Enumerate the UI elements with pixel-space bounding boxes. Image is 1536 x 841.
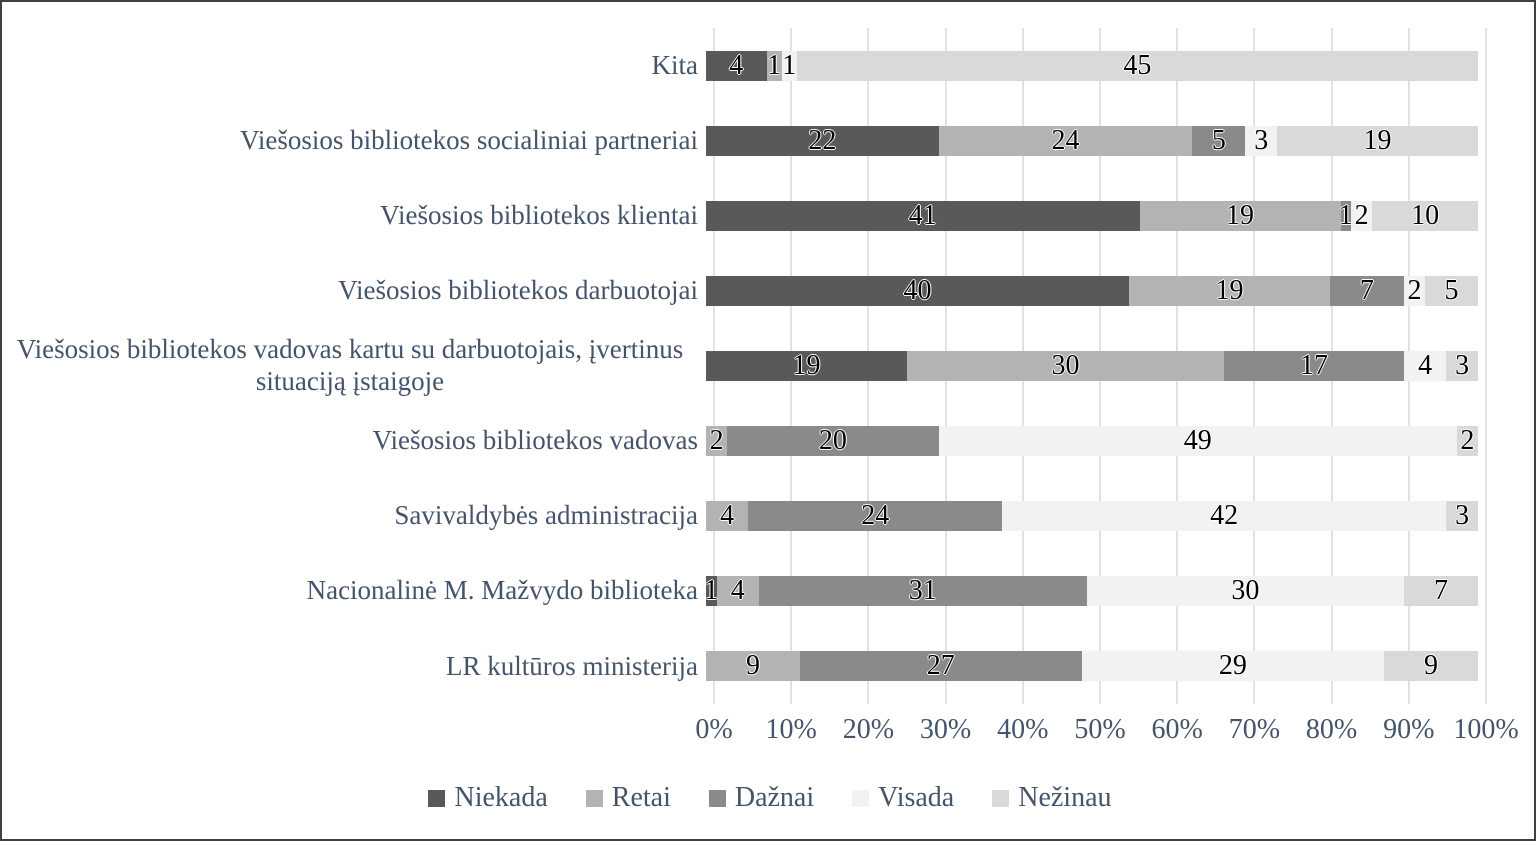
bar-segment-nežinau [1446,351,1478,381]
bar-segment-dažnai [1338,199,1353,231]
bar-segment-retai [907,351,1224,381]
legend-swatch-icon [709,790,726,807]
bar-segment-niekada [706,201,1140,231]
bar-segment-nežinau [797,51,1478,81]
bar-track [706,276,1478,306]
x-axis-tick-label: 40% [997,714,1049,745]
category-label [2,425,706,457]
segment-value-label: 4 [730,575,745,607]
segment-value-label: 45 [1123,49,1152,81]
chart-row [2,178,1536,253]
x-axis-tick-label: 20% [842,714,895,745]
segment-value-label: 30 [1231,575,1260,607]
chart-row [2,328,1536,403]
category-label-text: Viešosios bibliotekos vadovas [372,425,698,456]
bar-track [706,576,1478,606]
legend-item-dažnai [709,782,814,814]
bar-segment-visada [1351,201,1372,231]
bar-segment-niekada [706,576,717,606]
segment-value-label: 5 [1444,274,1459,306]
x-axis-tick-label: 70% [1228,714,1281,745]
category-label-text: Viešosios bibliotekos darbuotojai [338,274,698,305]
legend-label: Niekada [454,782,548,813]
legend-swatch-icon [852,790,869,807]
segment-value-label: 17 [1300,349,1329,381]
bar-segment-nežinau [1457,426,1478,456]
segment-value-label: 5 [1211,124,1226,156]
bar-segment-nežinau [1384,651,1478,681]
bar-segment-visada [1245,126,1277,156]
category-label [2,651,706,683]
chart-row [2,28,1536,103]
bar-track [706,501,1478,531]
bar-segment-retai [1129,276,1330,306]
bar-segment-visada [782,51,797,81]
bar-segment-nežinau [1425,276,1478,306]
bar-segment-dažnai [748,501,1002,531]
bar-segment-retai [706,651,800,681]
chart-row [2,629,1536,704]
segment-value-label: 22 [808,124,837,156]
legend-swatch-icon [586,790,603,807]
bar-segment-niekada [706,51,767,81]
x-axis-tick-label: 10% [765,714,817,745]
segment-value-label: 1 [782,49,797,81]
category-label-text: Viešosios bibliotekos vadovas kartu su darbuotojais, įvertinus situaciją įstaigoje [16,334,684,396]
category-label-text: Kita [651,49,698,80]
segment-value-label: 7 [1433,575,1448,607]
legend-swatch-icon [428,790,445,807]
segment-value-label: 31 [908,575,937,607]
bar-segment-visada [1404,351,1446,381]
x-axis-tick-label: 90% [1383,714,1435,745]
segment-value-label: 1 [1338,199,1353,231]
bar-segment-nežinau [1277,126,1478,156]
bar-segment-nežinau [1404,576,1478,606]
bar-segment-niekada [706,276,1129,306]
legend-label: Nežinau [1018,782,1112,813]
bar-segment-retai [1140,201,1341,231]
segment-value-label: 19 [1226,199,1255,231]
segment-value-label: 41 [908,199,937,231]
segment-value-label: 29 [1218,650,1247,682]
legend-label: Visada [878,782,955,813]
segment-value-label: 1 [704,575,719,607]
legend-label: Retai [611,782,671,813]
bar-segment-niekada [706,126,939,156]
category-label [2,200,706,232]
segment-value-label: 7 [1359,274,1374,306]
bar-rows [2,28,1536,704]
bar-segment-nežinau [1372,201,1478,231]
category-label [2,275,706,307]
segment-value-label: 2 [1407,274,1422,306]
category-label-text: LR kultūros ministerija [446,650,698,681]
segment-value-label: 30 [1051,349,1080,381]
category-label-text: Nacionalinė M. Mažvydo biblioteka [306,575,698,606]
bar-track [706,201,1478,231]
category-label-text: Viešosios bibliotekos klientai [380,199,698,230]
chart-row [2,404,1536,479]
segment-value-label: 19 [1363,124,1392,156]
segment-value-label: 9 [1424,650,1439,682]
bar-segment-visada [1404,276,1425,306]
bar-segment-retai [706,426,727,456]
bar-segment-retai [939,126,1193,156]
bar-track [706,351,1478,381]
legend [2,782,1536,814]
segment-value-label: 3 [1254,124,1269,156]
bar-track [706,51,1478,81]
segment-value-label: 1 [767,49,782,81]
bar-segment-retai [717,576,759,606]
segment-value-label: 2 [709,425,724,457]
x-axis-tick-label: 60% [1151,714,1203,745]
bar-segment-dažnai [800,651,1082,681]
x-axis-tick-label: 80% [1305,714,1358,745]
legend-label: Dažnai [734,782,815,813]
category-label-text: Savivaldybės administracija [394,500,698,531]
bar-segment-niekada [706,351,907,381]
x-axis-tick-label: 50% [1074,714,1126,745]
legend-item-nežinau [992,782,1111,814]
bar-segment-dažnai [759,576,1087,606]
segment-value-label: 19 [792,349,821,381]
legend-item-niekada [428,782,547,814]
segment-value-label: 2 [1354,199,1369,231]
chart-row [2,554,1536,629]
x-axis [695,714,1519,754]
chart-row [2,103,1536,178]
legend-swatch-icon [992,790,1009,807]
category-label [2,125,706,157]
bar-segment-visada [939,426,1457,456]
bar-segment-dažnai [1330,276,1404,306]
legend-item-retai [586,782,671,814]
category-label [2,334,706,398]
segment-value-label: 40 [903,274,932,306]
category-label [2,575,706,607]
bar-segment-dažnai [1192,126,1245,156]
segment-value-label: 3 [1455,349,1470,381]
bar-segment-dažnai [727,426,939,456]
segment-value-label: 2 [1460,425,1475,457]
segment-value-label: 4 [729,49,744,81]
segment-value-label: 9 [745,650,760,682]
bar-segment-dažnai [1224,351,1404,381]
segment-value-label: 4 [720,500,735,532]
bar-segment-retai [767,51,782,81]
x-axis-tick-label: 0% [695,714,733,745]
segment-value-label: 42 [1210,500,1239,532]
x-axis-tick-label: 30% [919,714,972,745]
bar-track [706,426,1478,456]
segment-value-label: 3 [1455,500,1470,532]
bar-track [706,126,1478,156]
category-label [2,50,706,82]
bar-segment-visada [1002,501,1446,531]
chart-row [2,479,1536,554]
chart-row [2,253,1536,328]
x-axis-tick-label: 100% [1453,714,1519,745]
bar-track [706,651,1478,681]
segment-value-label: 27 [926,650,955,682]
segment-value-label: 4 [1418,349,1433,381]
bar-segment-nežinau [1446,501,1478,531]
bar-segment-retai [706,501,748,531]
segment-value-label: 19 [1215,274,1244,306]
segment-value-label: 49 [1183,425,1212,457]
segment-value-label: 24 [1051,124,1080,156]
bar-segment-visada [1082,651,1385,681]
segment-value-label: 20 [818,425,847,457]
bar-segment-visada [1087,576,1404,606]
category-label-text: Viešosios bibliotekos socialiniai partneriai [239,124,698,155]
legend-item-visada [852,782,954,814]
segment-value-label: 10 [1411,199,1440,231]
segment-value-label: 24 [861,500,890,532]
category-label [2,500,706,532]
